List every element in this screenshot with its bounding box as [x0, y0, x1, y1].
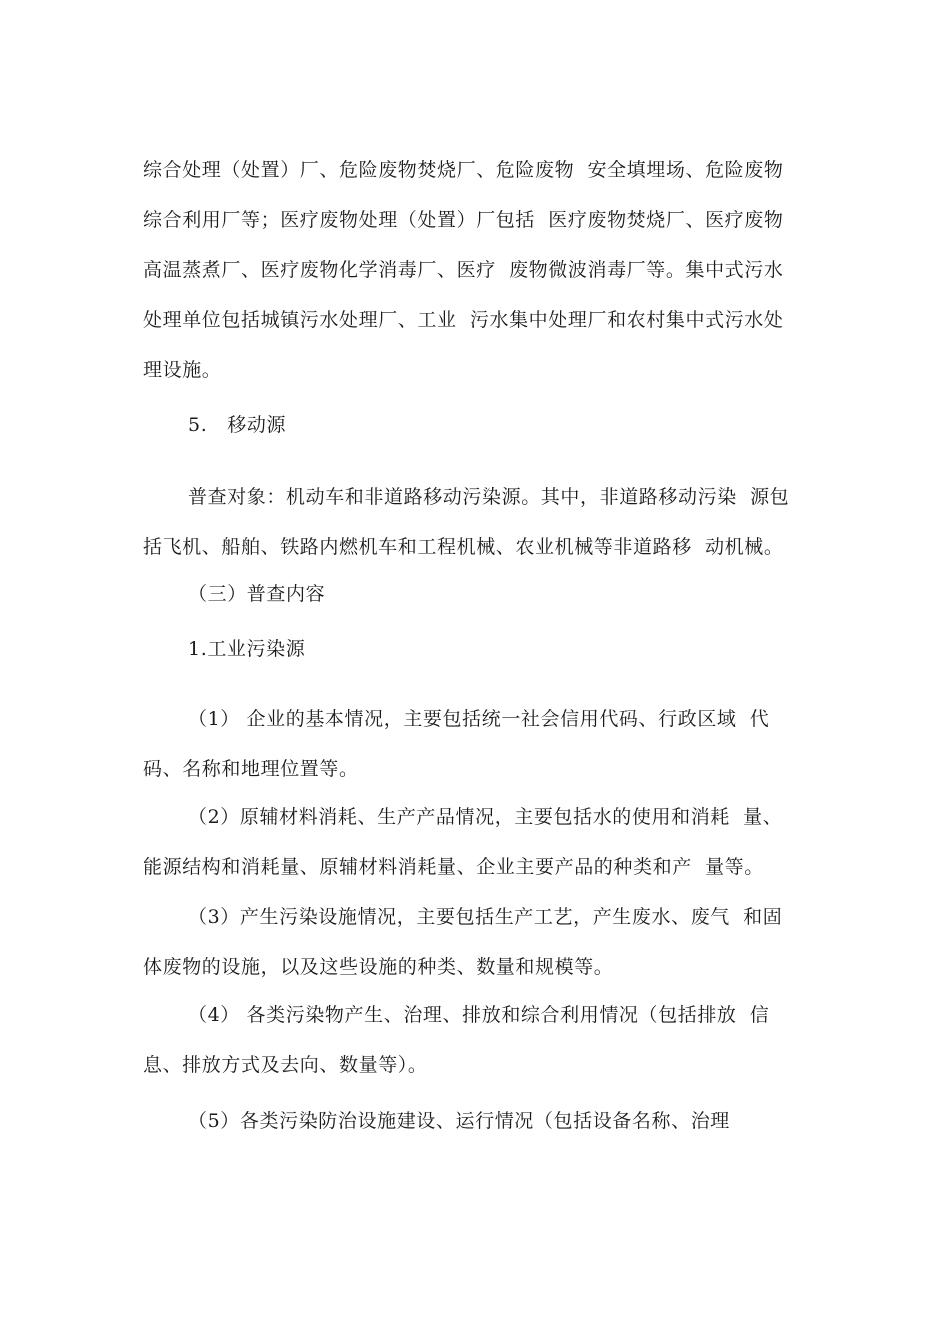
text-line: （2）原辅材料消耗、生产产品情况，主要包括水的使用和消耗 量、 [188, 806, 783, 828]
section-heading: （三）普查内容 [188, 583, 326, 605]
text-line: 理设施。 [143, 359, 222, 381]
section-heading: 5. 移动源 [188, 414, 287, 436]
text-line: 综合处理（处置）厂、危险废物焚烧厂、危险废物 安全填埋场、危险废物 [143, 159, 784, 181]
text-line: 普查对象：机动车和非道路移动污染源。其中，非道路移动污染 源包 [188, 486, 790, 508]
text-line: 括飞机、船舶、铁路内燃机车和工程机械、农业机械等非道路移 动机械。 [143, 536, 784, 558]
subsection-heading: 1.工业污染源 [188, 638, 306, 660]
text-line: （4） 各类污染物产生、治理、排放和综合利用情况（包括排放 信 [188, 1004, 770, 1026]
text-line: （3）产生污染设施情况，主要包括生产工艺，产生废水、废气 和固 [188, 906, 783, 928]
text-line: 体废物的设施，以及这些设施的种类、数量和规模等。 [143, 956, 614, 978]
text-line: 息、排放方式及去向、数量等）。 [143, 1054, 428, 1076]
text-line: 能源结构和消耗量、原辅材料消耗量、企业主要产品的种类和产 量等。 [143, 856, 764, 878]
text-line: 码、名称和地理位置等。 [143, 758, 359, 780]
text-line: 综合利用厂等；医疗废物处理（处置）厂包括 医疗废物焚烧厂、医疗废物 [143, 209, 784, 231]
text-line: （5）各类污染防治设施建设、运行情况（包括设备名称、治理 [188, 1110, 730, 1132]
text-line: （1） 企业的基本情况，主要包括统一社会信用代码、行政区域 代 [188, 708, 770, 730]
text-line: 高温蒸煮厂、医疗废物化学消毒厂、医疗 废物微波消毒厂等。集中式污水 [143, 259, 784, 281]
text-line: 处理单位包括城镇污水处理厂、工业 污水集中处理厂和农村集中式污水处 [143, 309, 784, 331]
